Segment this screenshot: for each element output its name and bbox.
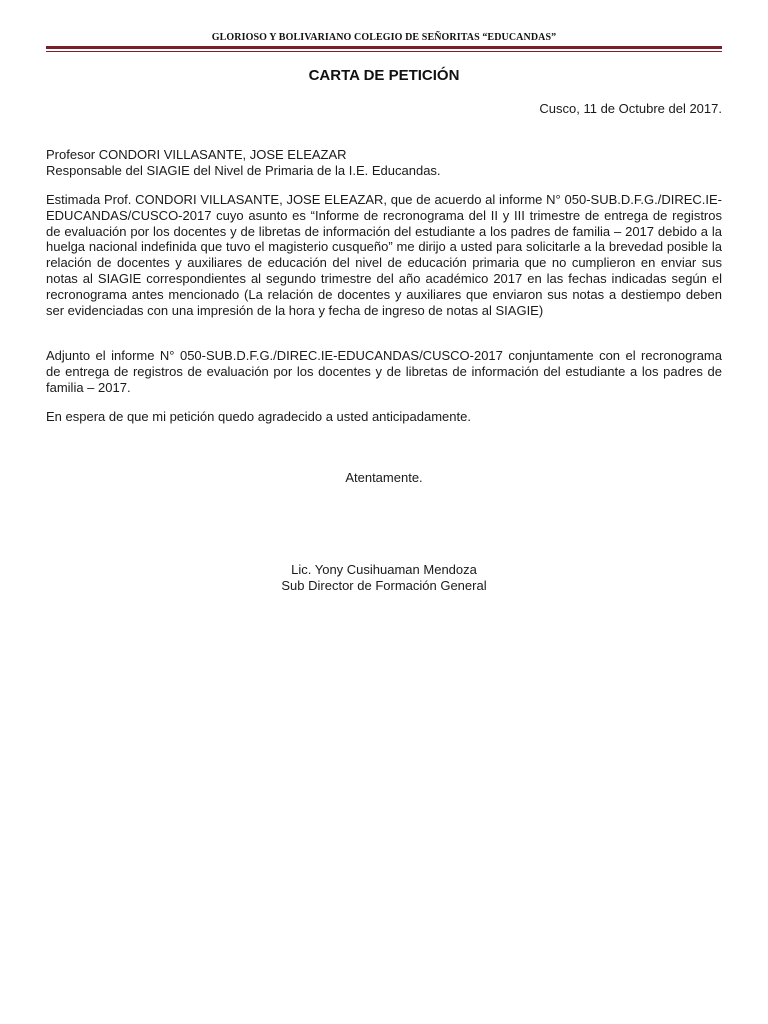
signer-title: Sub Director de Formación General <box>281 577 487 593</box>
signature-block <box>46 562 722 594</box>
header-rule-thick <box>46 46 722 49</box>
body-paragraph-3: En espera de que mi petición quedo agradecido a usted anticipadamente. <box>46 409 471 424</box>
addressee-name: Profesor CONDORI VILLASANTE, JOSE ELEAZAR <box>46 147 347 162</box>
body-paragraph-2: Adjunto el informe N° 050-SUB.D.F.G./DIREC.IE-EDUCANDAS/CUSCO-2017 conjuntamente con el recronograma de entrega de registros de evaluación por los docentes y de libretas de información del estudiante a los padres de familia – 2017. <box>46 348 722 395</box>
closing-text: Atentamente. <box>345 470 423 485</box>
letter-date: Cusco, 11 de Octubre del 2017. <box>539 101 722 116</box>
header-rule-thin <box>46 51 722 52</box>
letter-title: CARTA DE PETICIÓN <box>308 67 460 84</box>
addressee-role: Responsable del SIAGIE del Nivel de Primaria de la I.E. Educandas. <box>46 162 441 178</box>
addressee-block <box>46 147 722 179</box>
signer-name: Lic. Yony Cusihuaman Mendoza <box>291 562 477 577</box>
institution-header: GLORIOSO Y BOLIVARIANO COLEGIO DE SEÑORITAS “EDUCANDAS” <box>211 32 557 43</box>
body-paragraph-1: Estimada Prof. CONDORI VILLASANTE, JOSE ELEAZAR, que de acuerdo al informe N° 050-SUB.D.F.G./DIREC.IE-EDUCANDAS/CUSCO-2017 cuyo asunto es “Informe de recronograma del II y III trimestre de entrega de registros de evaluación por los docentes y de libretas de información del estudiante a los padres de familia – 2017 debido a la huelga nacional indefinida que tuvo el magisterio cusqueño” me dirijo a usted para solicitarle a la brevedad posible la relación de docentes y auxiliares de educación del nivel de educación primaria que no cumplieron en enviar sus notas al SIAGIE correspondientes al segundo trimestre del año académico 2017 en las fechas indicadas según el recronograma antes mencionado (La relación de docentes y auxiliares que enviaron sus notas a destiempo deben ser evidenciadas con una impresión de la hora y fecha de ingreso de notas al SIAGIE) <box>46 192 722 318</box>
